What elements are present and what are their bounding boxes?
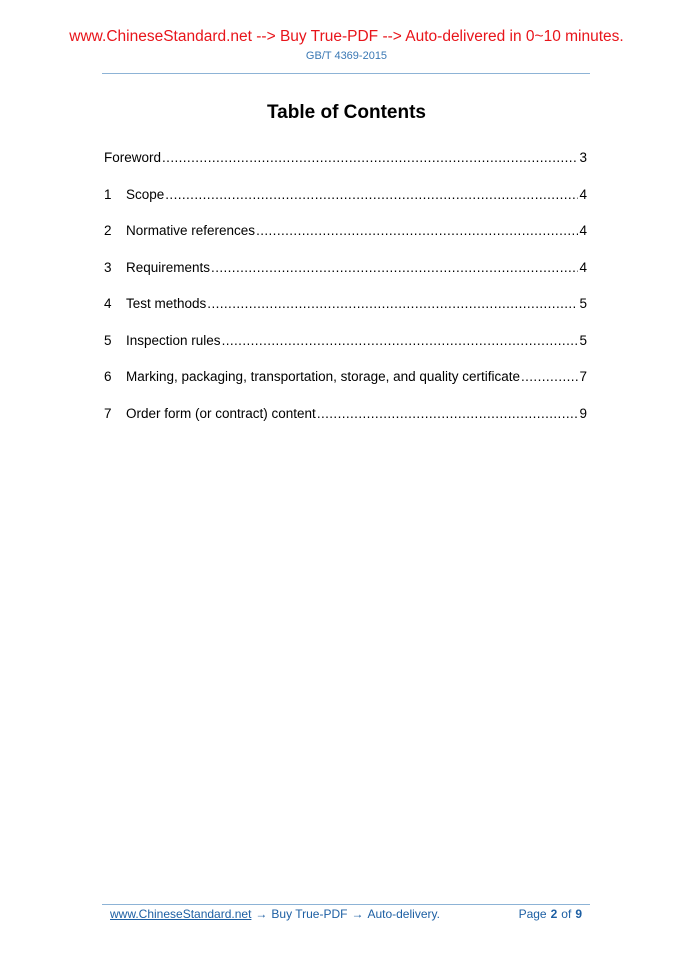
toc-entry-page: 4 bbox=[579, 186, 587, 202]
toc-entry-label: Scope bbox=[126, 186, 165, 202]
toc-entry-number: 4 bbox=[104, 296, 112, 311]
header-divider bbox=[102, 73, 590, 74]
toc-entry-page: 3 bbox=[579, 150, 587, 165]
toc-title: Table of Contents bbox=[266, 102, 427, 123]
toc-dot-leader bbox=[165, 187, 578, 203]
page-indicator bbox=[519, 907, 586, 921]
arrow-right-icon: → bbox=[255, 907, 268, 921]
toc-dot-leader bbox=[317, 406, 579, 422]
toc-entry-page: 7 bbox=[579, 369, 587, 384]
toc-dot-leader bbox=[162, 150, 578, 166]
toc-entry-page: 5 bbox=[579, 296, 587, 311]
toc-entry-marking-packaging[interactable] bbox=[104, 369, 587, 406]
promo-banner[interactable]: www.ChineseStandard.net --> Buy True-PDF --> Auto-delivered in 0~10 minutes. bbox=[69, 28, 624, 45]
toc-entry-label: Marking, packaging, transportation, storage, and quality certificate bbox=[126, 369, 520, 384]
toc-entry-label: Inspection rules bbox=[126, 332, 221, 348]
footer-buy-text: Buy True-PDF bbox=[271, 907, 348, 921]
standard-number: GB/T 4369-2015 bbox=[305, 50, 388, 62]
toc-entry-number: 1 bbox=[104, 186, 112, 202]
toc-entry-foreword[interactable] bbox=[104, 150, 587, 187]
footer-site-link[interactable]: www.ChineseStandard.net bbox=[110, 907, 252, 921]
toc-entry-number: 5 bbox=[104, 332, 112, 348]
toc-entry-order-form[interactable] bbox=[104, 406, 587, 443]
toc-entry-label: Requirements bbox=[126, 259, 211, 275]
toc-entry-normative-references[interactable] bbox=[104, 223, 587, 260]
toc-entry-number: 7 bbox=[104, 405, 112, 421]
toc-entry-label: Normative references bbox=[126, 223, 256, 238]
toc-dot-leader bbox=[211, 260, 578, 276]
footer-promo bbox=[110, 907, 440, 921]
of-word: of bbox=[561, 907, 572, 921]
toc-entry-scope[interactable] bbox=[104, 187, 587, 224]
toc-entry-inspection-rules[interactable] bbox=[104, 333, 587, 370]
page-footer bbox=[110, 907, 586, 921]
toc-dot-leader bbox=[207, 296, 578, 312]
toc-entry-page: 4 bbox=[579, 259, 587, 275]
current-page-number: 2 bbox=[550, 907, 558, 921]
page-word: Page bbox=[518, 907, 547, 921]
toc-entry-label: Order form (or contract) content bbox=[126, 405, 316, 421]
toc-entry-label: Test methods bbox=[126, 296, 207, 311]
toc-entry-number: 6 bbox=[104, 369, 112, 384]
toc-entry-page: 9 bbox=[579, 405, 587, 421]
toc-dot-leader bbox=[256, 223, 578, 239]
total-pages-number: 9 bbox=[575, 907, 582, 921]
toc-dot-leader bbox=[521, 369, 579, 385]
toc-entry-number: 2 bbox=[104, 223, 112, 238]
footer-delivery-text: Auto-delivery. bbox=[367, 907, 440, 921]
toc-entry-label: Foreword bbox=[104, 150, 162, 165]
toc-entry-requirements[interactable] bbox=[104, 260, 587, 297]
toc-entry-page: 5 bbox=[579, 332, 587, 348]
toc-entry-test-methods[interactable] bbox=[104, 296, 587, 333]
toc-entry-page: 4 bbox=[579, 223, 587, 238]
toc-entry-number: 3 bbox=[104, 259, 112, 275]
toc-list bbox=[104, 150, 587, 442]
arrow-right-icon: → bbox=[351, 907, 364, 921]
footer-divider bbox=[102, 904, 590, 905]
toc-dot-leader bbox=[222, 333, 579, 349]
